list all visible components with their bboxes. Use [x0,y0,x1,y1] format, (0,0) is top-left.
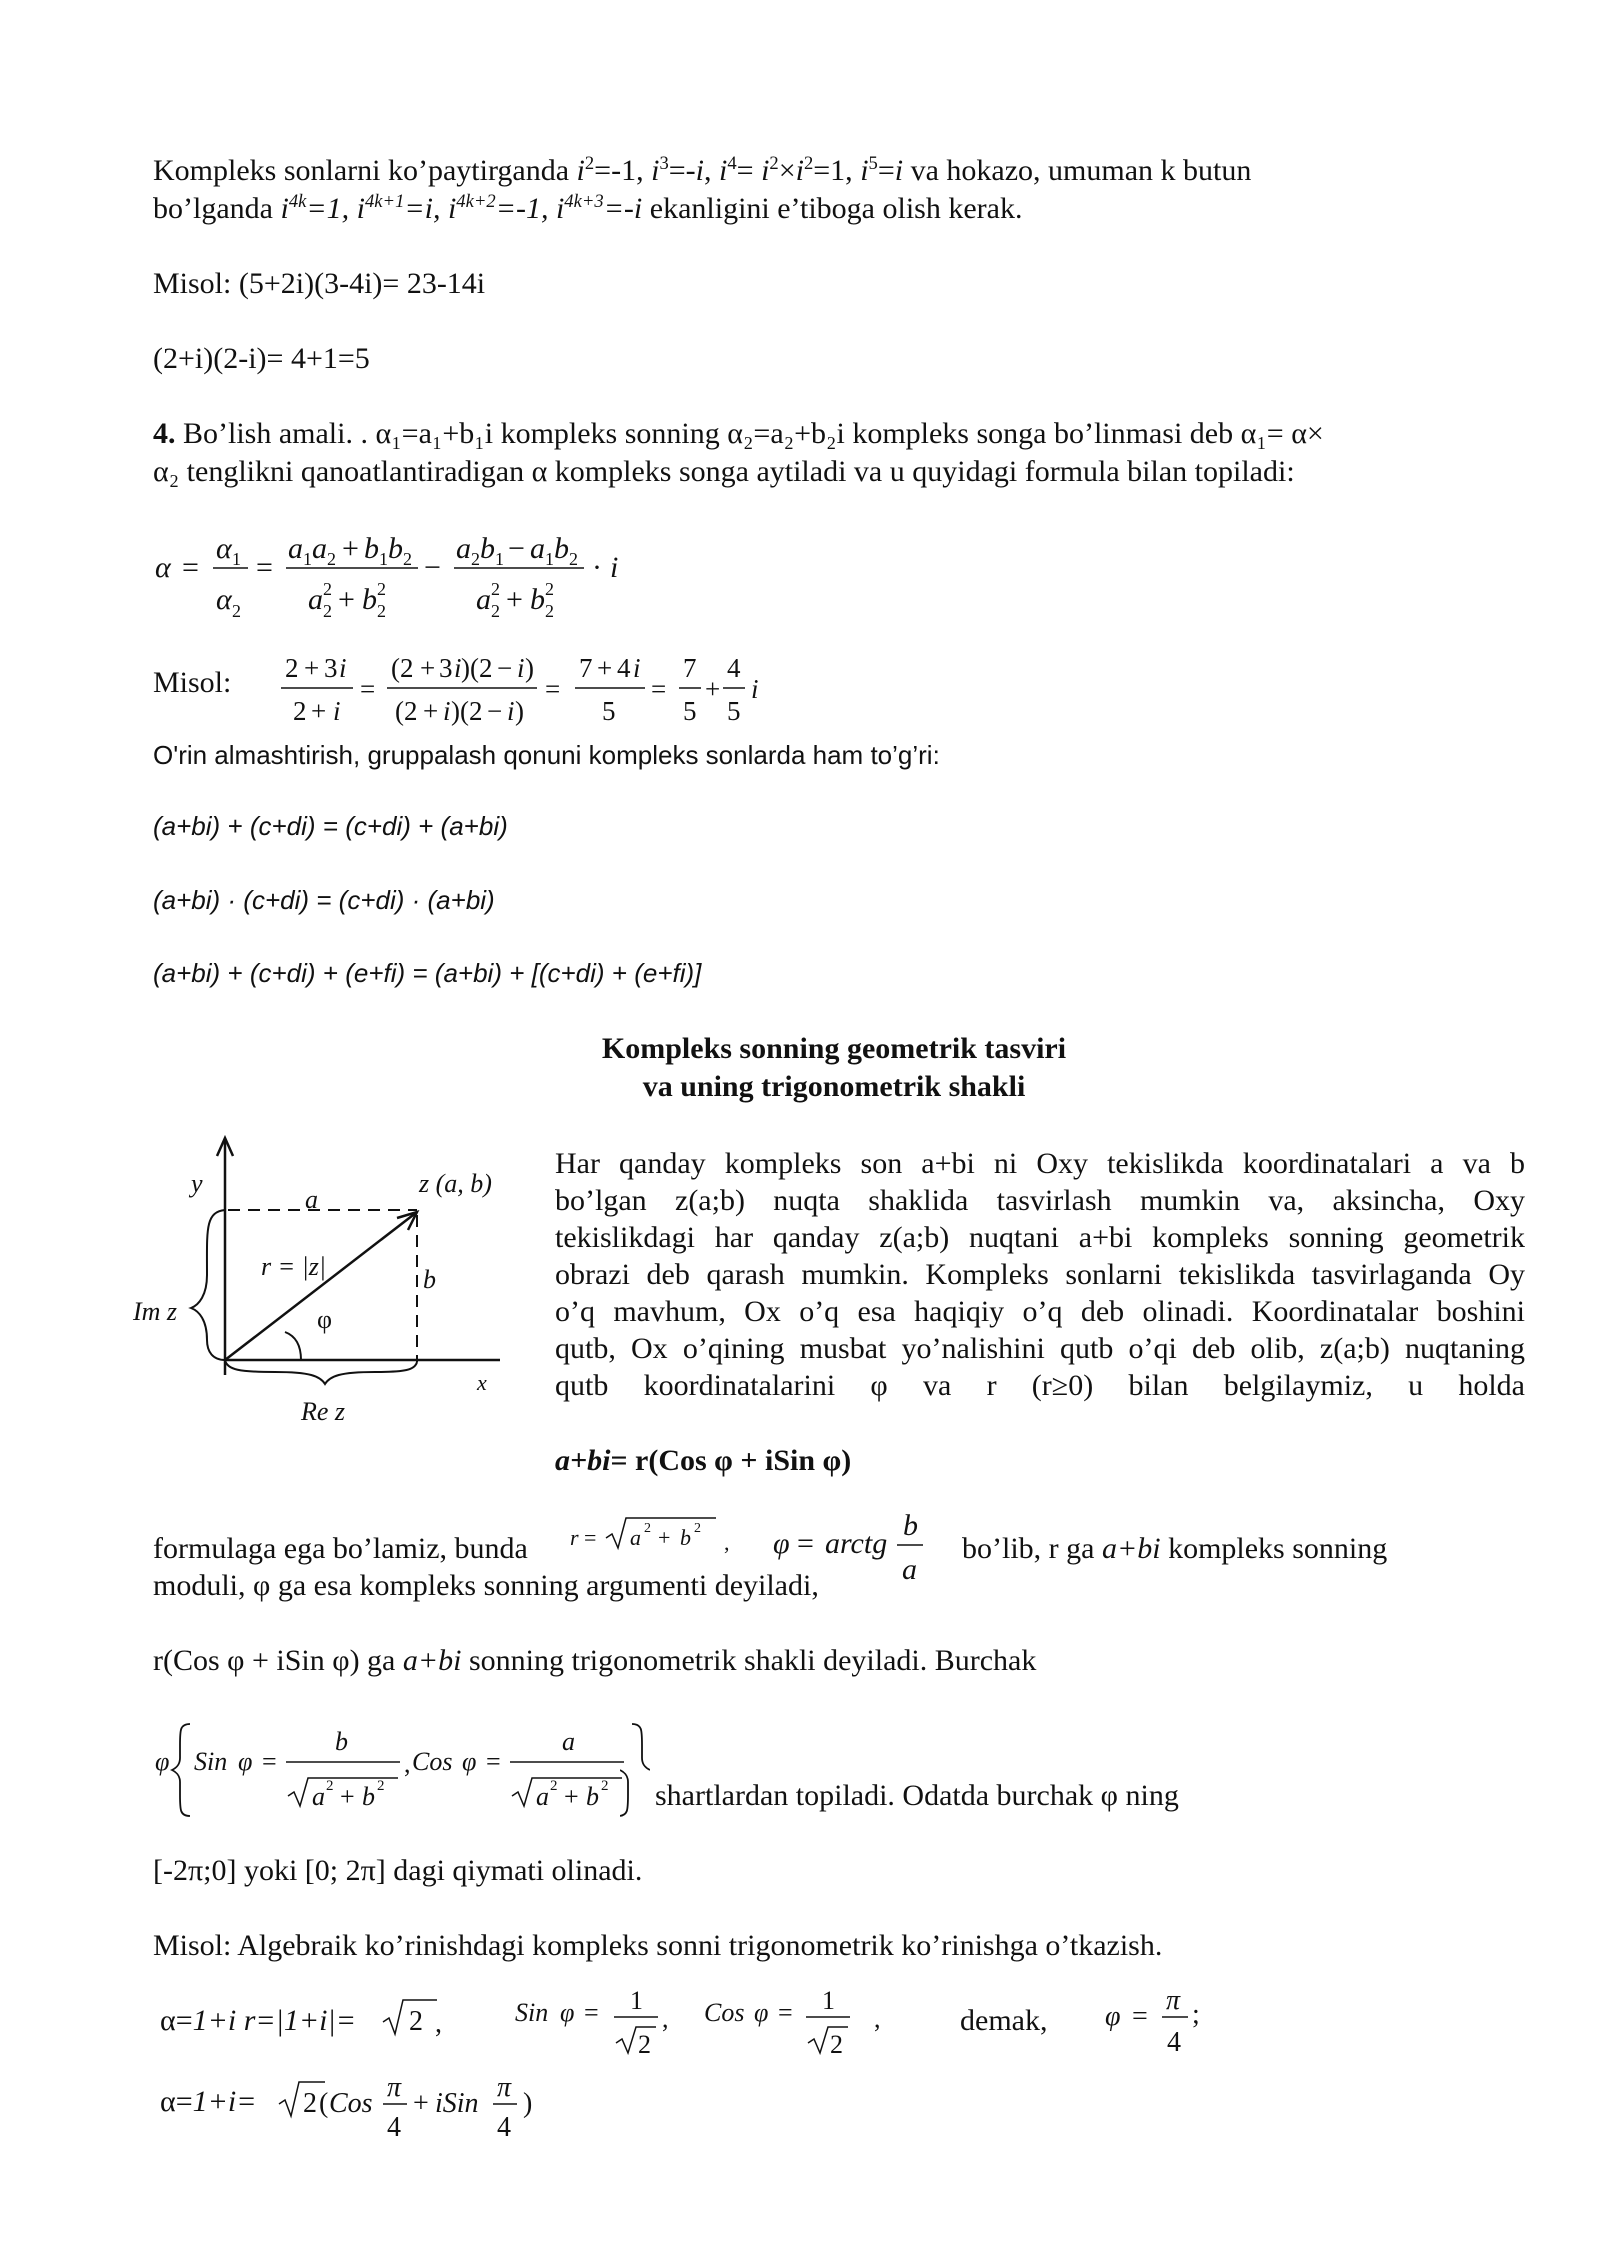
svg-text:i: i [333,696,341,726]
svg-text:a: a [288,532,303,565]
svg-text:b: b [586,1782,599,1811]
svg-text:2: 2 [638,2030,651,2059]
svg-text:1: 1 [495,549,504,569]
svg-text:=: = [778,1998,793,2027]
svg-text:a: a [308,583,323,616]
svg-text:=: = [584,1998,599,2027]
modulus-label: r = |z| [261,1252,327,1281]
svg-text:a: a [312,1782,325,1811]
example-division-label: Misol: [153,666,232,699]
svg-text:φ: φ [754,1998,769,2027]
svg-text:1: 1 [379,549,388,569]
svg-text:5: 5 [683,696,697,726]
svg-text:a: a [476,583,491,616]
svg-text:4: 4 [1167,2027,1181,2058]
svg-text:Sin: Sin [515,1998,549,2027]
svg-text:b: b [680,1525,691,1550]
svg-text:a: a [630,1525,641,1550]
geo-line-1: Har qanday kompleks son a+bi ni Oxy tekislikda koordinatalari a va b [555,1147,1525,1180]
svg-text:Cos: Cos [704,1998,745,2027]
svg-text:b: b [554,532,569,565]
svg-text:−: − [497,653,513,683]
svg-text:a: a [562,1727,575,1756]
modulus-formula [568,1510,748,1562]
example-multiply: Misol: (5+2i)(3-4i)= 23-14i [153,267,486,300]
svg-text:): ) [525,653,534,683]
text: Kompleks sonlarni ko’paytirganda [153,154,577,187]
svg-text:b: b [335,1727,348,1756]
svg-text:2: 2 [303,2088,317,2119]
svg-text:+: + [658,1525,671,1550]
svg-text:7: 7 [579,653,593,683]
division-formula [150,525,650,630]
svg-text:α: α [155,551,171,584]
svg-text:,: , [724,1530,730,1555]
text: bo’lganda [153,192,281,225]
svg-text:a: a [536,1782,549,1811]
svg-text:i: i [610,551,619,584]
text: r(Cos φ + iSin φ) ga [153,1644,403,1677]
svg-text:π: π [1166,1985,1181,2016]
svg-text:1: 1 [232,549,241,569]
example-trig-heading: Misol: Algebraik ko’rinishdagi kompleks sonni trigonometrik ko’rinishga o’tkazish. [153,1929,1163,1962]
svg-text:+: + [705,674,721,704]
complex-plane-figure [125,1130,535,1430]
svg-text:2: 2 [550,1778,558,1794]
sin-cos-values [510,1985,900,2065]
svg-text:b: b [388,532,403,565]
division-line2: α₂ tenglikni qanoatlantiradigan α kompleks songa aytiladi va u quyidagi formula bilan topiladi: [153,455,1295,488]
svg-text:Cos: Cos [329,2088,373,2119]
sqrt2-value [375,1988,455,2048]
laws-intro: O'rin almashtirish, gruppalash qonuni kompleks sonlarda ham to’g’ri: [153,740,940,770]
svg-text:+: + [506,583,523,616]
svg-text:2: 2 [569,549,578,569]
svg-text:)(2: )(2 [461,653,493,683]
text: sonning trigonometrik shakli deyiladi. Burchak [461,1644,1037,1677]
law-commutative-mul: (a+bi) · (c+di) = (c+di) · (a+bi) [153,885,495,915]
svg-text:2: 2 [323,579,332,599]
svg-text:φ: φ [560,1998,575,2027]
point-label: z (a, b) [419,1169,492,1198]
svg-text:4: 4 [617,653,631,683]
svg-text:i: i [507,696,515,726]
svg-text:=: = [651,674,667,704]
svg-text:α: α [216,532,232,565]
svg-text:,: , [662,2004,669,2033]
svg-text:=: = [486,1747,501,1776]
svg-text:4: 4 [497,2112,511,2142]
angle-label: φ [317,1305,333,1334]
text: ekanligini e’tiboga olish kerak. [642,192,1023,225]
svg-text:5: 5 [602,696,616,726]
svg-text:φ: φ [462,1747,477,1776]
example-division-formula [275,648,795,728]
phi-value [1100,1985,1220,2065]
svg-text:+: + [311,696,327,726]
geo-line-3: tekislikdagi har qanday z(a;b) nuqtani a+bi kompleks sonning geometrik [555,1221,1525,1254]
modulus-vector [225,1212,417,1360]
svg-text:+: + [564,1782,579,1811]
division-line1 [153,415,1324,452]
x-label: x [477,1370,487,1395]
svg-text:4: 4 [727,653,741,683]
svg-text:π: π [387,2072,402,2103]
svg-text:iSin: iSin [435,2088,479,2119]
section-heading-line2: va uning trigonometrik shakli [642,1070,1026,1103]
svg-text:2: 2 [694,1521,701,1536]
section-number: 4. [153,417,176,450]
svg-text:φ: φ [238,1747,253,1776]
svg-text:i: i [443,696,451,726]
law-associative: (a+bi) + (c+di) + (e+fi) = (a+bi) + [(c+di) + (e+fi)] [153,958,702,988]
svg-text:2: 2 [471,549,480,569]
svg-text:i: i [339,653,347,683]
text: bo’lib, r ga [962,1532,1095,1565]
text: a+bi [555,1444,611,1477]
angle-conditions-formula [150,1710,650,1820]
paragraph-powers-line2: bo’lganda $i^{4k}=1$, $i^{4k+1}=i$, $i^{4k+2}=-1$, $i^{4k+3}=-i$ ekanligini e’tiboga olish kerak. [153,191,1023,225]
trig-definition [153,1642,1036,1679]
svg-text:Sin: Sin [194,1747,228,1776]
svg-text:3: 3 [439,653,453,683]
text: 1+i= [192,2085,257,2118]
svg-text:=: = [256,551,273,584]
svg-text:+: + [340,1782,355,1811]
svg-text:2: 2 [232,601,241,621]
conditions-text: shartlardan topiladi. Odatda burchak φ ning [655,1779,1179,1812]
b-label: b [423,1265,436,1294]
svg-text:b: b [362,1782,375,1811]
svg-text:i: i [517,653,525,683]
svg-text:=: = [1132,2001,1148,2032]
svg-text:π: π [497,2072,512,2103]
example-trig-result [160,2083,256,2120]
svg-text:=: = [360,674,376,704]
svg-text:1: 1 [822,1986,835,2015]
svg-text:(2: (2 [395,696,418,726]
svg-text:2: 2 [644,1521,651,1536]
svg-text:b: b [530,583,545,616]
text: Bo’lish amali. . α₁=a₁+b₁i kompleks sonning α₂=a₂+b₂i kompleks songa bo’linmasi deb α₁= α× [175,417,1324,450]
svg-text:(: ( [319,2088,329,2119]
svg-text:i: i [751,674,759,704]
svg-text:−: − [487,696,503,726]
svg-text:2: 2 [830,2030,843,2059]
svg-text:2: 2 [377,1778,385,1794]
svg-text:2: 2 [285,653,299,683]
svg-text:·: · [592,551,602,584]
a-label: a [305,1185,318,1214]
text: a+bi [402,1644,462,1677]
svg-text:+: + [420,653,436,683]
svg-text:;: ; [1192,1999,1200,2030]
svg-text:α: α [216,583,232,616]
geo-line-5: o’q mavhum, Ox o’q esa haqiqiy o’q deb olinadi. Koordinatalar boshini [555,1295,1525,1328]
svg-text:4: 4 [387,2112,401,2142]
svg-text:=: = [584,1525,597,1550]
svg-text:i: i [454,653,462,683]
svg-text:a: a [530,532,545,565]
svg-text:): ) [515,696,524,726]
svg-text:+: + [413,2088,429,2119]
svg-text:(2: (2 [391,653,414,683]
text: kompleks sonning [1160,1532,1388,1565]
svg-text:5: 5 [727,696,741,726]
svg-text:2: 2 [491,579,500,599]
svg-text:a: a [456,532,471,565]
svg-text:=: = [262,1747,277,1776]
svg-text:2: 2 [545,601,554,621]
svg-text:2: 2 [326,1778,334,1794]
example-multiply-2: (2+i)(2-i)= 4+1=5 [153,342,370,375]
paragraph-powers-line1: Kompleks sonlarni ko’paytirganda $i^2=-1$, $i^3=-i$, $i^4= i^2\times i^2=1$, $i^5=i$ va hokazo, umuman k butun [153,153,1252,187]
svg-text:2: 2 [403,549,412,569]
svg-text:φ: φ [1105,2001,1121,2032]
re-label: Re z [301,1397,346,1426]
svg-text:φ: φ [773,1527,790,1560]
text: va hokazo, umuman k butun [903,154,1252,187]
svg-text:Cos: Cos [412,1747,453,1776]
example-modulus [160,2002,356,2039]
svg-text:b: b [480,532,495,565]
geo-line-2: bo’lgan z(a;b) nuqta shaklida tasvirlash mumkin va, aksincha, Oxy [555,1184,1525,1217]
svg-text:=: = [545,674,561,704]
svg-text:,: , [874,2004,881,2033]
svg-text:2: 2 [409,2006,423,2037]
range-text: [-2π;0] yoki [0; 2π] dagi qiymati olinadi. [153,1854,643,1887]
svg-text:φ: φ [155,1747,170,1776]
svg-text:−: − [424,551,441,584]
svg-text:+: + [304,653,320,683]
im-label: Im z [133,1297,178,1326]
svg-text:,: , [404,1749,411,1778]
svg-text:b: b [362,583,377,616]
svg-text:+: + [597,653,613,683]
svg-text:1: 1 [545,549,554,569]
svg-text:1: 1 [630,1986,643,2015]
trig-formula [555,1442,851,1479]
svg-text:+: + [342,532,359,565]
svg-text:b: b [364,532,379,565]
svg-text:r: r [570,1525,579,1550]
text: α= [160,2085,193,2118]
y-label: y [191,1169,203,1198]
svg-text:,: , [435,2008,442,2039]
svg-text:2: 2 [327,549,336,569]
svg-text:2: 2 [377,601,386,621]
svg-text:2: 2 [293,696,307,726]
svg-text:=: = [797,1527,814,1560]
geo-line-6: qutb, Ox o’qining musbat yo’nalishini qutb o’qi deb olib, z(a;b) nuqtaning [555,1332,1525,1365]
svg-text:+: + [423,696,439,726]
svg-text:i: i [633,653,641,683]
text: = r(Cos φ + iSin φ) [610,1444,852,1477]
svg-text:+: + [338,583,355,616]
svg-text:arctg: arctg [825,1527,888,1560]
geo-line-7: qutb koordinatalarini φ va r (r≥0) bilan belgilaymiz, u holda [555,1369,1525,1402]
svg-text:a: a [312,532,327,565]
svg-text:7: 7 [683,653,697,683]
svg-text:2: 2 [545,579,554,599]
svg-text:=: = [182,551,199,584]
geo-line-4: obrazi deb qarash mumkin. Kompleks sonlarni tekislikda tasvirlaganda Oy [555,1258,1525,1291]
modulus-line1-a: formulaga ega bo’lamiz, bunda [153,1532,528,1565]
modulus-line1-b [962,1530,1387,1567]
law-commutative-add: (a+bi) + (c+di) = (c+di) + (a+bi) [153,811,508,841]
svg-text:−: − [508,532,525,565]
svg-text:b: b [903,1509,918,1542]
svg-text:2: 2 [601,1778,609,1794]
text: 1+i r=|1+i|= [192,2004,356,2037]
svg-text:2: 2 [491,601,500,621]
svg-text:3: 3 [324,653,338,683]
svg-text:a: a [902,1553,917,1585]
text: α= [160,2004,193,2037]
svg-text:2: 2 [377,579,386,599]
demak-text: demak, [960,2004,1048,2037]
svg-text:)(2: )(2 [451,696,483,726]
text: a+bi [1101,1532,1161,1565]
section-heading-line1: Kompleks sonning geometrik tasviri [601,1032,1067,1065]
trig-result-formula [275,2062,555,2142]
svg-text:): ) [523,2088,533,2119]
brace-right-lower [620,1710,640,1820]
modulus-line2: moduli, φ ga esa kompleks sonning argumenti deyiladi, [153,1569,819,1602]
svg-text:1: 1 [303,549,312,569]
svg-text:2: 2 [323,601,332,621]
